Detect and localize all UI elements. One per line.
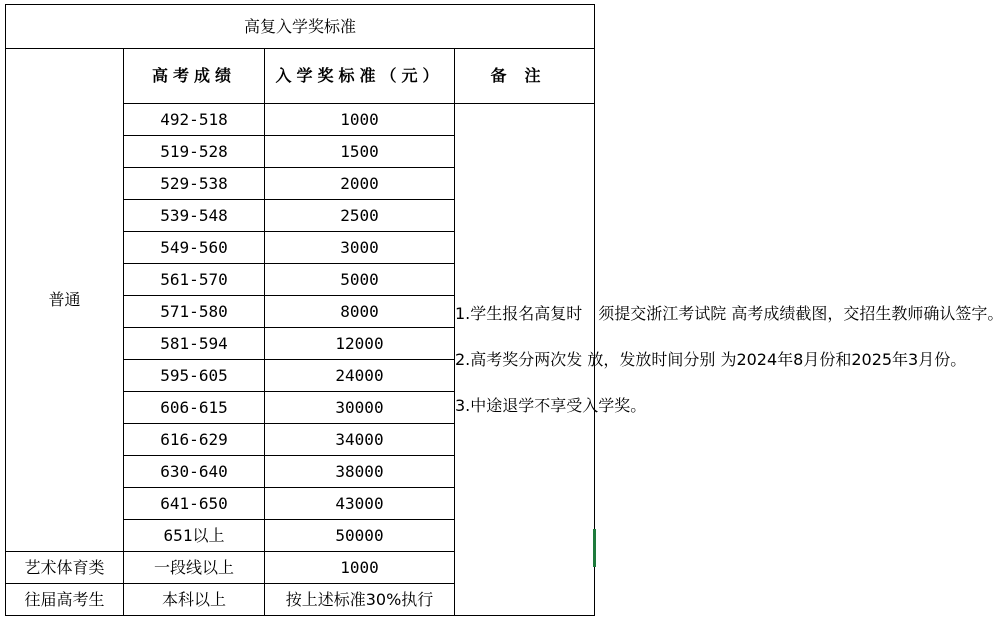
category-previous-grads: 往届高考生 (6, 584, 124, 616)
award-standard-sheet (5, 4, 1003, 616)
header-standard: 入学奖标准（元） (265, 49, 455, 104)
remarks-cell (455, 104, 1003, 616)
category-arts-sports: 艺术体育类 (6, 552, 124, 584)
amount-cell: 50000 (265, 520, 455, 552)
table-title: 高复入学奖标准 (6, 5, 595, 49)
score-cell: 549-560 (124, 232, 265, 264)
amount-cell: 1000 (265, 552, 455, 584)
amount-cell: 43000 (265, 488, 455, 520)
score-cell: 519-528 (124, 136, 265, 168)
amount-cell: 5000 (265, 264, 455, 296)
category-regular: 普通 (6, 49, 124, 552)
amount-cell: 8000 (265, 296, 455, 328)
amount-cell: 34000 (265, 424, 455, 456)
score-cell: 595-605 (124, 360, 265, 392)
amount-cell: 30000 (265, 392, 455, 424)
score-cell: 641-650 (124, 488, 265, 520)
score-cell: 616-629 (124, 424, 265, 456)
amount-cell: 1000 (265, 104, 455, 136)
header-score: 高考成绩 (124, 49, 265, 104)
score-cell: 651以上 (124, 520, 265, 552)
score-cell: 606-615 (124, 392, 265, 424)
score-cell: 492-518 (124, 104, 265, 136)
amount-cell: 38000 (265, 456, 455, 488)
score-cell: 571-580 (124, 296, 265, 328)
amount-cell: 12000 (265, 328, 455, 360)
selection-edge-marker (593, 529, 596, 567)
remark-1: 1.学生报名高复时 须提交浙江考试院 高考成绩截图，交招生教师确认签字。 (455, 303, 1003, 323)
header-remarks: 备注 (455, 49, 595, 104)
score-cell: 561-570 (124, 264, 265, 296)
amount-cell: 2500 (265, 200, 455, 232)
remark-3: 3.中途退学不享受入学奖。 (455, 395, 647, 415)
score-cell: 539-548 (124, 200, 265, 232)
amount-cell: 2000 (265, 168, 455, 200)
amount-cell: 24000 (265, 360, 455, 392)
score-cell: 529-538 (124, 168, 265, 200)
score-cell: 581-594 (124, 328, 265, 360)
amount-cell: 1500 (265, 136, 455, 168)
score-cell: 630-640 (124, 456, 265, 488)
amount-cell: 按上述标准30%执行 (265, 584, 455, 616)
amount-cell: 3000 (265, 232, 455, 264)
score-cell: 本科以上 (124, 584, 265, 616)
award-standard-table (5, 4, 1003, 616)
score-cell: 一段线以上 (124, 552, 265, 584)
remark-2: 2.高考奖分两次发 放，发放时间分别 为2024年8月份和2025年3月份。 (455, 349, 967, 369)
